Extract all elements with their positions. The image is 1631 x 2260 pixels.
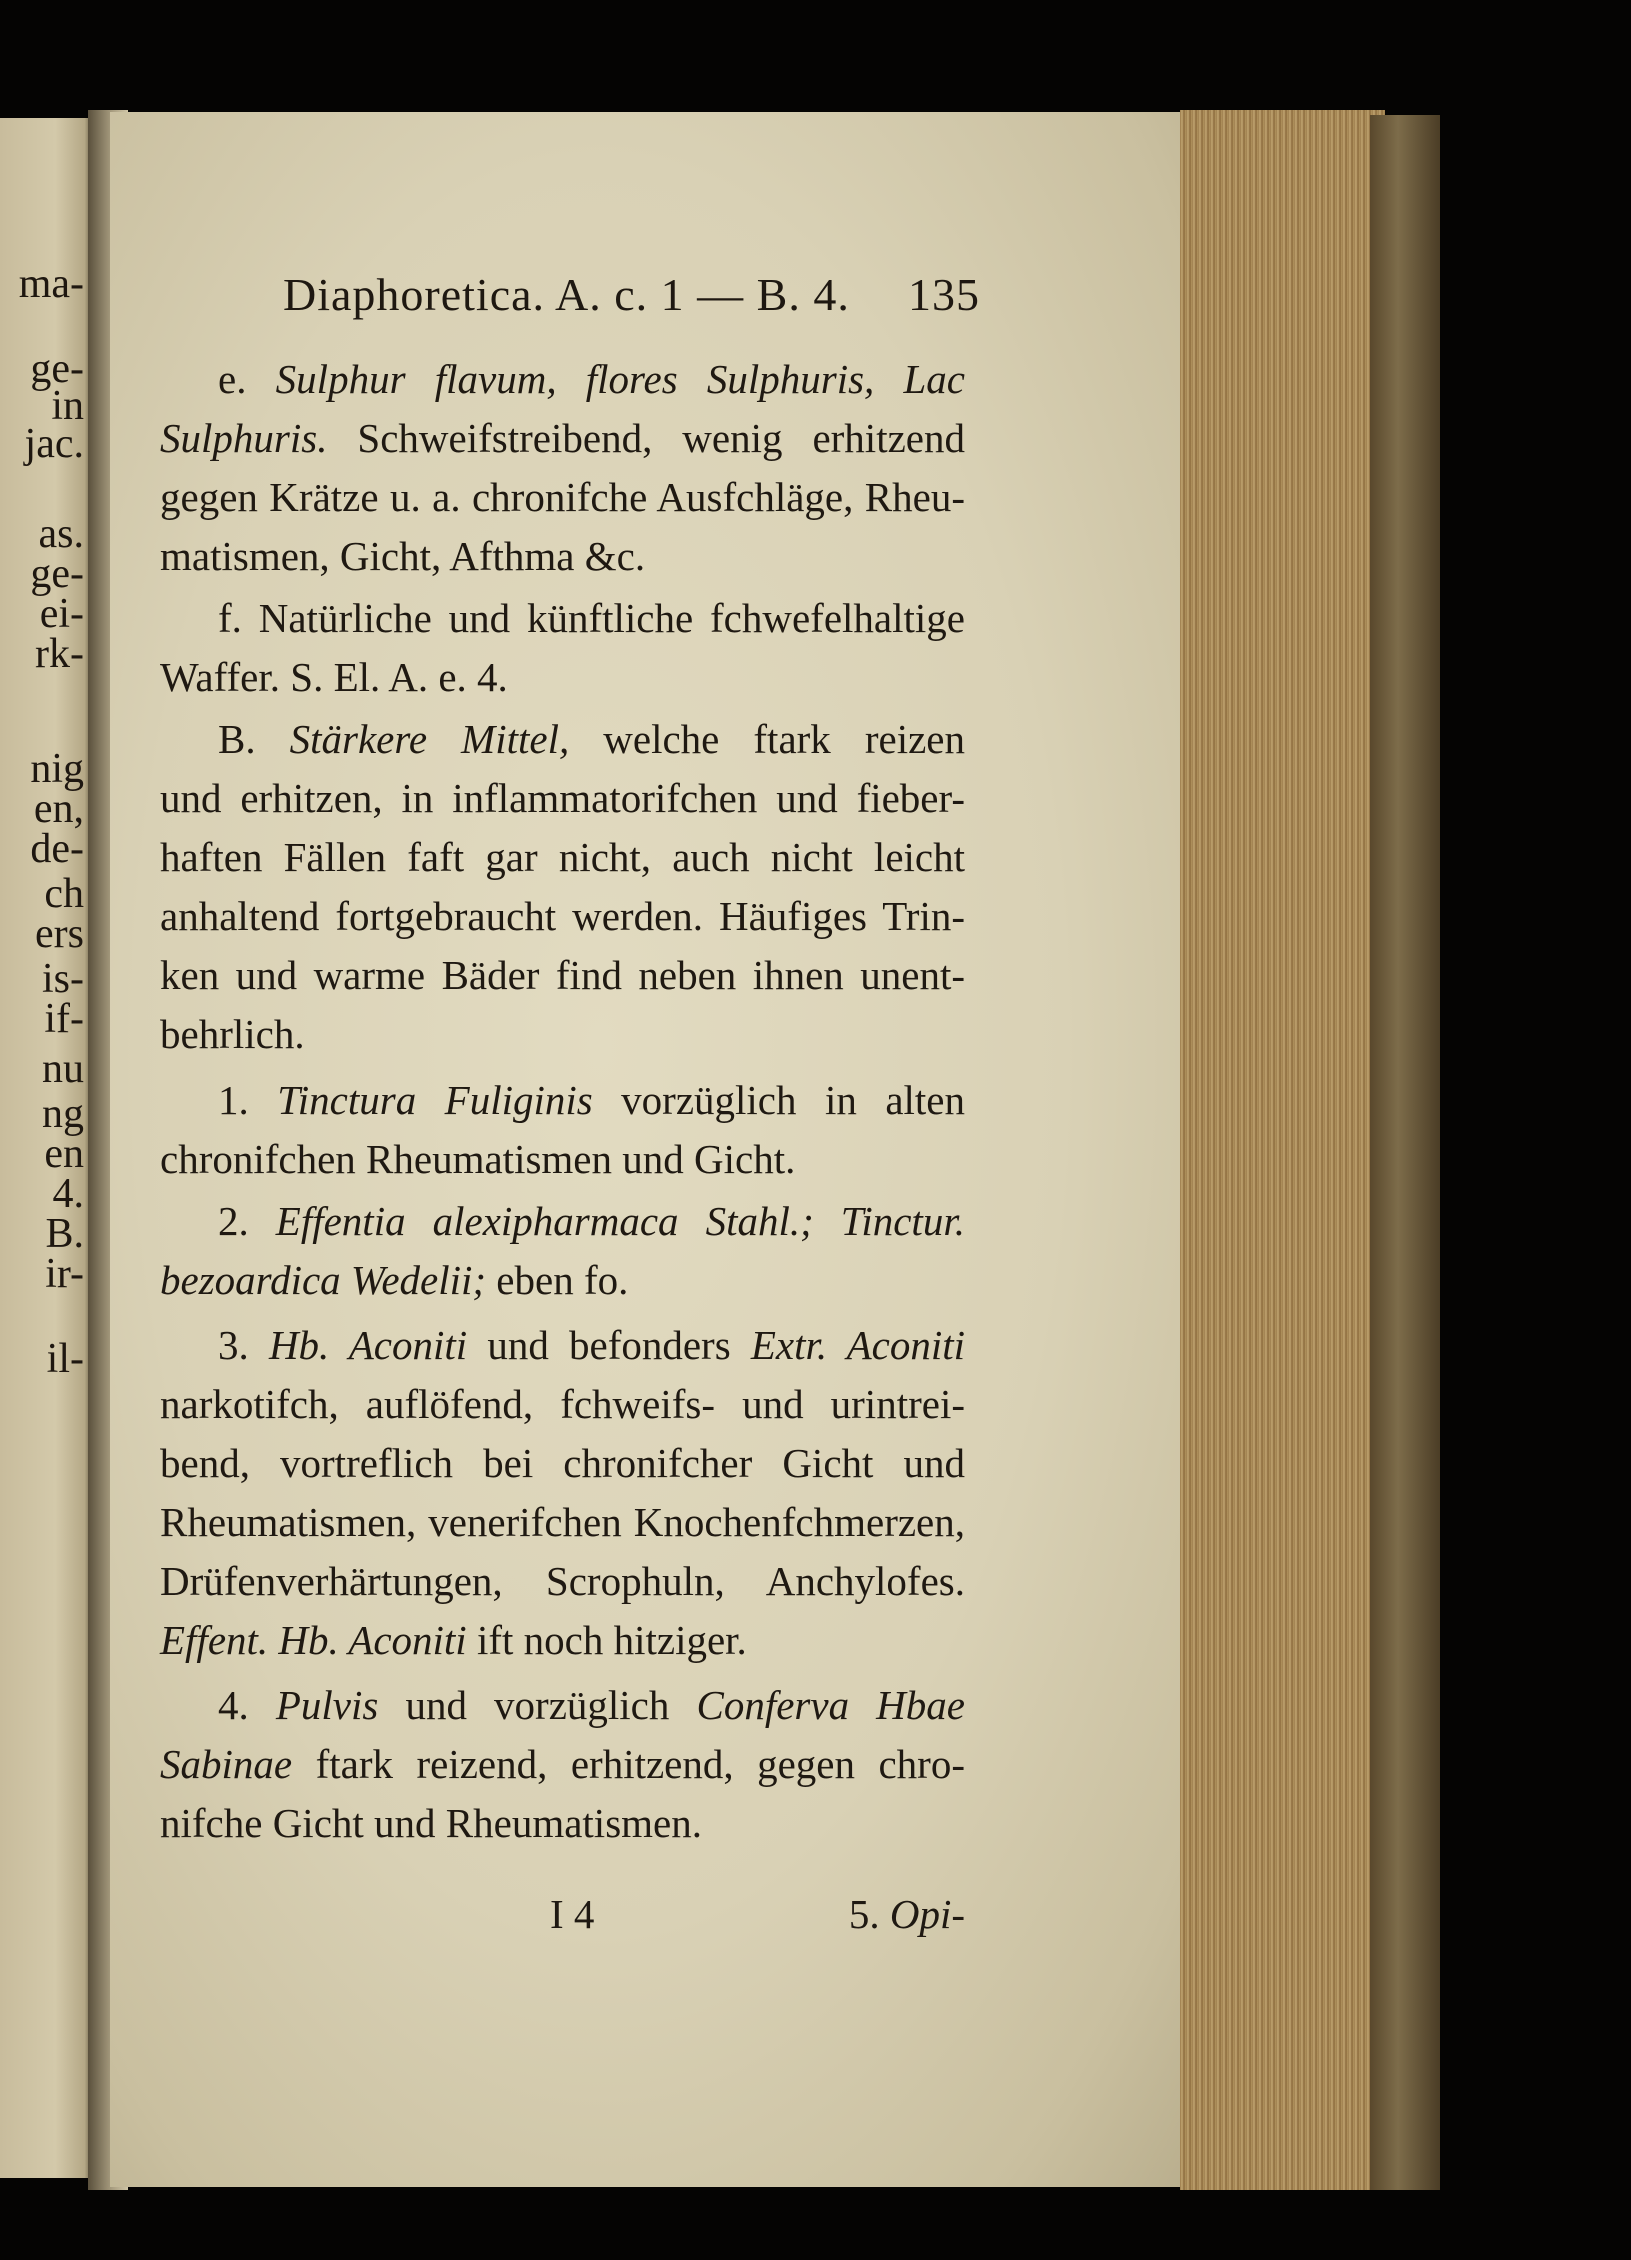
text-run: und vorzüglich (378, 1682, 697, 1728)
text-line (160, 1375, 965, 1434)
text-run: B. (218, 716, 290, 762)
text-run: 3. (218, 1322, 269, 1368)
body-text (160, 350, 965, 1853)
text-run: vorzüglich in alten (592, 1077, 965, 1123)
previous-page-fragment: is- (42, 956, 84, 1002)
previous-page-fragment: ers (35, 911, 84, 957)
text-run: narkotifch, auflöfend, fchweifs- und urintrei- (160, 1381, 965, 1427)
italic-run: Sulphur flavum, flores Sulphuris, Lac (275, 356, 966, 402)
text-run: e. (218, 356, 276, 402)
text-run: ken und warme Bäder find neben ihnen unent- (160, 952, 965, 998)
paragraph (160, 589, 965, 707)
text-run: Waffer. S. El. A. e. 4. (160, 654, 508, 700)
text-run: ftark reizend, erhitzend, gegen chro- (292, 1741, 965, 1787)
italic-run: Pulvis (275, 1682, 379, 1728)
text-run: 1. (218, 1077, 278, 1123)
previous-page-fragment: en (44, 1131, 84, 1177)
text-line (160, 1493, 965, 1552)
text-line (160, 1316, 965, 1375)
previous-page-fragment: ch (44, 871, 84, 917)
italic-run: Hb. Aconiti (268, 1322, 468, 1368)
text-run: matismen, Gicht, Afthma &c. (160, 533, 646, 579)
paragraph (160, 1071, 965, 1189)
previous-page-fragment: en, (33, 786, 84, 832)
text-line (160, 1005, 965, 1064)
text-line (160, 769, 965, 828)
text-run: 2. (218, 1198, 276, 1244)
previous-page-fragment: ir- (45, 1251, 84, 1297)
paragraph (160, 1316, 965, 1670)
italic-run: bezoardica Wedelii; (160, 1257, 487, 1303)
text-line (160, 1192, 965, 1251)
text-line (160, 710, 965, 769)
text-line (160, 1552, 965, 1611)
previous-page-fragment: 4. (52, 1171, 84, 1217)
previous-page-edge (0, 118, 92, 2178)
book-cover-edge (1370, 115, 1440, 2190)
italic-run: Tinctura Fuliginis (277, 1077, 593, 1123)
text-line (160, 1611, 965, 1670)
text-line (160, 589, 965, 648)
previous-page-fragment: ma- (18, 261, 84, 307)
previous-page-fragment: ge- (30, 346, 84, 392)
text-line (160, 828, 965, 887)
text-line (160, 350, 965, 409)
text-line (160, 887, 965, 946)
previous-page-fragment: jac. (24, 421, 84, 467)
previous-page-fragment: ei- (39, 591, 84, 637)
text-run: Schweifstreibend, wenig erhitzend (327, 415, 965, 461)
italic-run: Effentia alexipharmaca Stahl.; Tinctur. (275, 1198, 965, 1244)
previous-page-fragment: B. (45, 1211, 84, 1257)
text-line (160, 1434, 965, 1493)
italic-run: Extr. Aconiti (750, 1322, 965, 1368)
previous-page-fragment: nig (30, 746, 84, 792)
catchword-text: Opi- (889, 1891, 965, 1937)
page-footer (160, 1890, 965, 1940)
text-run: anhaltend fortgebraucht werden. Häufiges Trin- (160, 893, 965, 939)
paragraph (160, 1676, 965, 1853)
paragraph (160, 710, 965, 1064)
previous-page-fragment: il- (46, 1336, 84, 1382)
text-run: f. Natürliche und künftliche fchwefelhaltige (218, 595, 965, 641)
text-run: nifche Gicht und Rheumatismen. (160, 1800, 702, 1846)
running-header (283, 268, 980, 321)
italic-run: Stärkere Mittel, (289, 716, 570, 762)
previous-page-fragment: ng (42, 1091, 84, 1137)
text-line (160, 527, 965, 586)
catchword-number: 5. (848, 1891, 890, 1937)
previous-page-fragment: nu (42, 1046, 84, 1092)
page-block-edges (1180, 110, 1385, 2190)
italic-run: Sulphuris. (160, 415, 328, 461)
previous-page-fragment: if- (44, 996, 84, 1042)
text-line (160, 468, 965, 527)
text-line (160, 409, 965, 468)
text-line (160, 1251, 965, 1310)
text-run: chronifchen Rheumatismen und Gicht. (160, 1136, 796, 1182)
previous-page-fragment: in (51, 383, 84, 429)
text-line (160, 946, 965, 1005)
text-run: haften Fällen faft gar nicht, auch nicht leicht (160, 834, 965, 880)
running-title: Diaphoretica. A. c. 1 — B. 4. (283, 269, 850, 320)
text-line (160, 1794, 965, 1853)
text-line (160, 1735, 965, 1794)
italic-run: Sabinae (160, 1741, 293, 1787)
italic-run: Conferva Hbae (696, 1682, 965, 1728)
previous-page-fragment: as. (38, 511, 84, 557)
paragraph (160, 1192, 965, 1310)
previous-page-fragment: de- (30, 826, 84, 872)
text-run: ift noch hitziger. (466, 1617, 747, 1663)
text-line (160, 1130, 965, 1189)
paragraph (160, 350, 965, 586)
catchword (849, 1890, 965, 1938)
signature-mark: I 4 (550, 1891, 595, 1937)
text-run: 4. (218, 1682, 276, 1728)
text-run: eben fo. (486, 1257, 629, 1303)
text-run: behrlich. (160, 1011, 305, 1057)
text-run: gegen Krätze u. a. chronifche Ausfchläge, Rheu- (160, 474, 965, 520)
previous-page-fragment: rk- (35, 631, 84, 677)
page-number: 135 (908, 269, 980, 320)
previous-page-fragment: ge- (30, 551, 84, 597)
italic-run: Effent. Hb. Aconiti (160, 1617, 467, 1663)
text-run: und befonders (467, 1322, 751, 1368)
text-line (160, 1676, 965, 1735)
text-run: und erhitzen, in inflammatorifchen und fieber- (160, 775, 965, 821)
text-run: Drüfenverhärtungen, Scrophuln, Anchylofes. (160, 1558, 965, 1604)
text-run: Rheumatismen, venerifchen Knochenfchmerzen, (160, 1499, 965, 1545)
text-line (160, 1071, 965, 1130)
text-line (160, 648, 965, 707)
text-run: welche ftark reizen (569, 716, 965, 762)
text-run: bend, vortreflich bei chronifcher Gicht und (160, 1440, 965, 1486)
